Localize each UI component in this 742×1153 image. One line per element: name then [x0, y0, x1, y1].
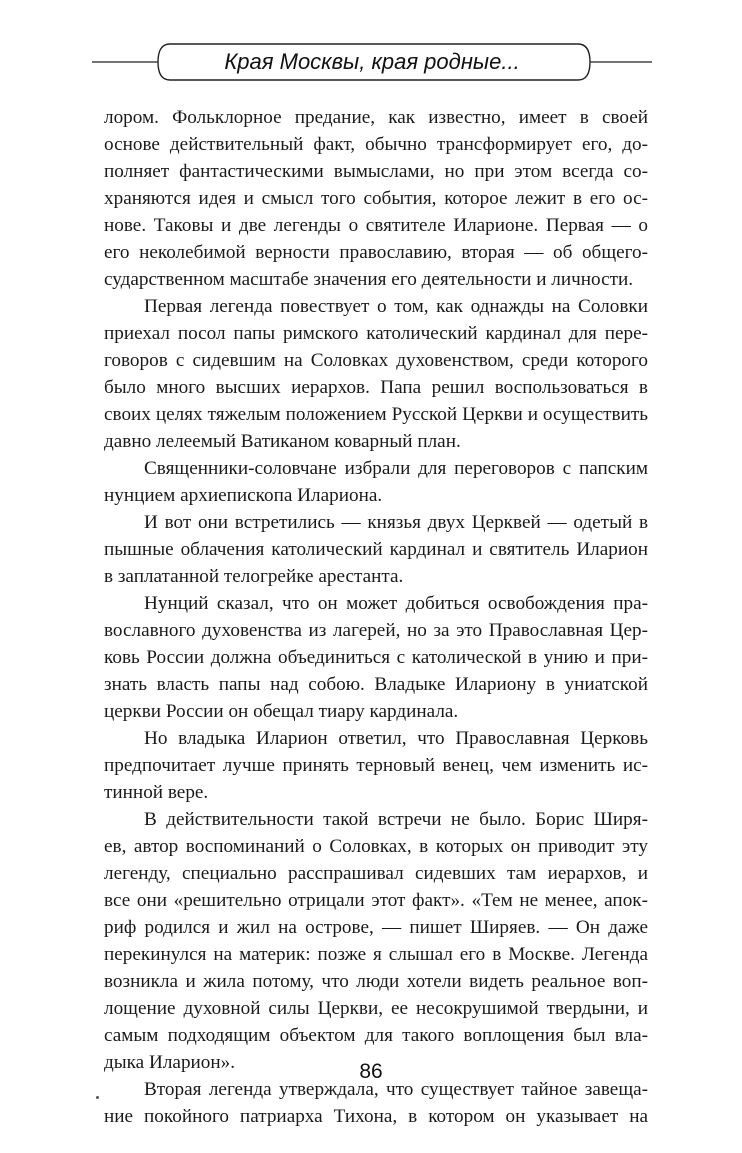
text-line: приехал посол папы римского католический кардинал для пере- — [104, 323, 648, 344]
text-line: тинной вере. — [104, 782, 209, 803]
text-line: возникла и жила потому, что люди хотели видеть реальное воп- — [104, 971, 648, 992]
scan-speck — [96, 1096, 99, 1099]
text-line: храняются идея и смысл того события, которое лежит в его ос- — [104, 188, 648, 209]
text-line: ев, автор воспоминаний о Соловках, в которых он приводит эту — [104, 836, 648, 857]
header-title: Края Москвы, края родные... — [224, 49, 520, 74]
text-line: говоров с сидевшим на Соловках духовенством, среди которого — [104, 350, 648, 371]
text-line: нове. Таковы и две легенды о святителе Иларионе. Первая — о — [104, 215, 648, 236]
text-line: основе действительный факт, обычно трансформирует его, до- — [104, 134, 648, 155]
text-line: все они «решительно отрицали этот факт». «Тем не менее, апок- — [104, 890, 648, 911]
text-line: ние покойного патриарха Тихона, в котором он указывает на — [104, 1106, 648, 1127]
text-line: его неколебимой верности православию, вторая — об общего- — [104, 242, 648, 263]
text-line: в заплатанной телогрейке арестанта. — [104, 566, 404, 587]
text-line: Но владыка Иларион ответил, что Православная Церковь — [144, 728, 648, 749]
paragraph — [104, 590, 648, 725]
text-line: Нунций сказал, что он может добиться освобождения пра- — [144, 593, 648, 614]
text-line: В действительности такой встречи не было. Борис Ширя- — [144, 809, 648, 830]
paragraph — [104, 1076, 648, 1130]
text-line: самым подходящим объектом для такого воплощения был вла- — [104, 1025, 648, 1046]
paragraph — [104, 725, 648, 806]
paragraph — [104, 806, 648, 1076]
text-line: церкви России он обещал тиару кардинала. — [104, 701, 459, 722]
text-line: И вот они встретились — князья двух Церквей — одетый в — [144, 512, 648, 533]
text-line: было много высших иерархов. Папа решил воспользоваться в — [104, 377, 648, 398]
running-header — [92, 42, 652, 82]
paragraph — [104, 455, 648, 509]
text-line: своих целях тяжелым положением Русской Церкви и осуществить — [104, 404, 648, 425]
text-line: пышные облачения католический кардинал и святитель Иларион — [104, 539, 648, 560]
text-line: ковь России должна объединиться с католической в унию и при- — [104, 647, 648, 668]
text-line: знать власть папы над собою. Владыке Илариону в униатской — [104, 674, 648, 695]
text-line: нунцием архиепископа Илариона. — [104, 485, 383, 506]
text-line: предпочитает лучше принять терновый венец, чем изменить ис- — [104, 755, 648, 776]
text-line: сударственном масштабе значения его деятельности и личности. — [104, 269, 634, 290]
page-number: 86 — [359, 1060, 383, 1083]
text-line: полняет фантастическими вымыслами, но при этом всегда со- — [104, 161, 648, 182]
text-line: давно лелеемый Ватиканом коварный план. — [104, 431, 461, 452]
text-line: вославного духовенства из лагерей, но за это Православная Цер- — [104, 620, 648, 641]
text-line: лощение духовной силы Церкви, ее несокрушимой твердыни, и — [104, 998, 648, 1019]
text-line: дыка Иларион». — [104, 1052, 236, 1073]
page-body — [104, 104, 648, 1130]
text-line: Священники-соловчане избрали для переговоров с папским — [144, 458, 648, 479]
paragraph — [104, 104, 648, 293]
text-line: лором. Фольклорное предание, как известно, имеет в своей — [104, 107, 648, 128]
text-line: риф родился и жил на острове, — пишет Ширяев. — Он даже — [104, 917, 648, 938]
text-line: Вторая легенда утверждала, что существует тайное завеща- — [144, 1079, 648, 1100]
text-line: легенду, специально расспрашивал сидевших там иерархов, и — [104, 863, 648, 884]
paragraph — [104, 293, 648, 455]
paragraph — [104, 509, 648, 590]
text-line: Первая легенда повествует о том, как однажды на Соловки — [144, 296, 648, 317]
text-line: перекинулся на материк: позже я слышал его в Москве. Легенда — [104, 944, 648, 965]
